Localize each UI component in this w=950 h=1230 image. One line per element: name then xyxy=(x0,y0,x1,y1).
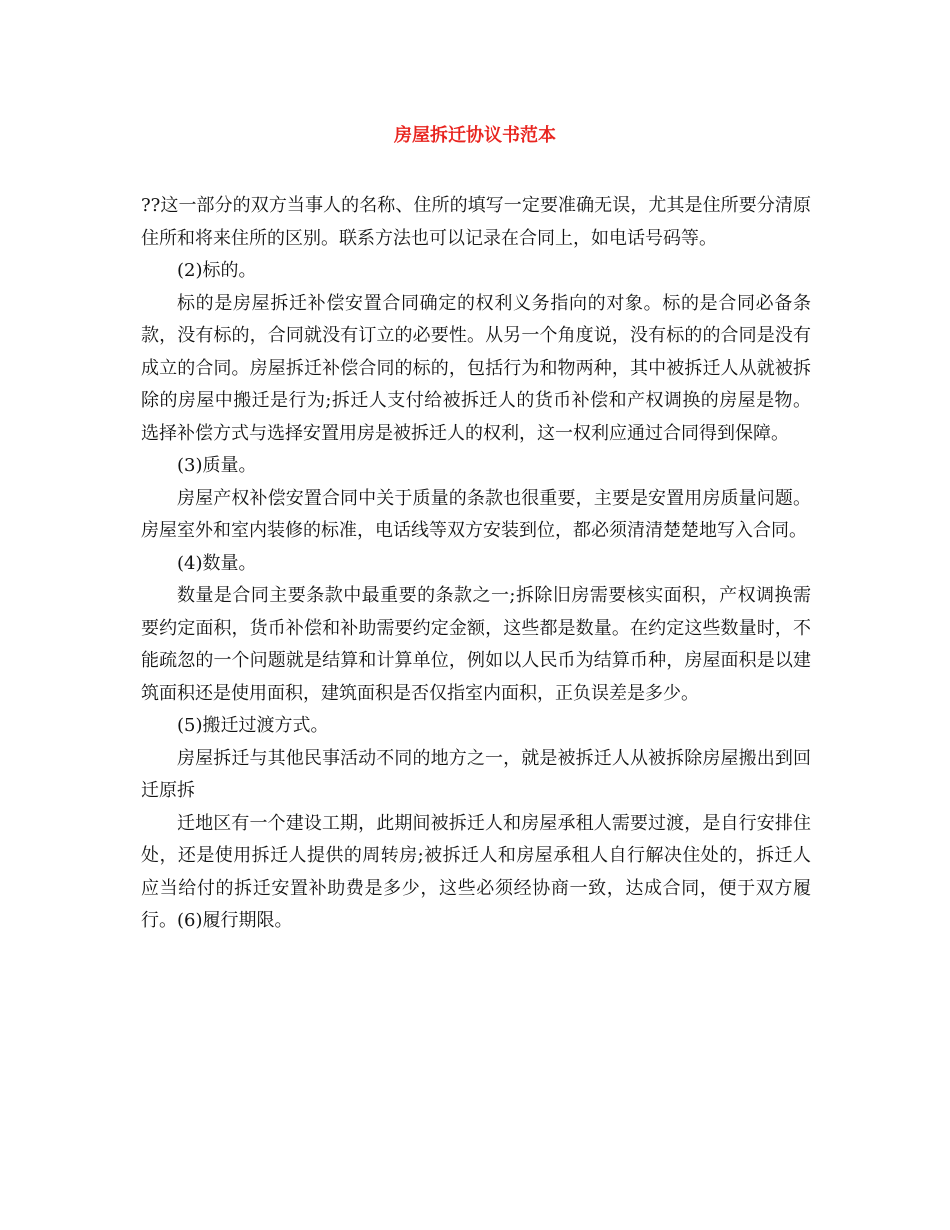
heading-subject-matter: (2)标的。 xyxy=(177,260,257,281)
paragraph-parties: ??这一部分的双方当事人的名称、住所的填写一定要准确无误，尤其是住所要分清原住所和将来住所的区别。联系方法也可以记录在合同上，如电话号码等。 xyxy=(141,195,811,249)
document-body xyxy=(141,190,811,938)
paragraph-relocation-transition-part2: 迁地区有一个建设工期，此期间被拆迁人和房屋承租人需要过渡，是自行安排住处，还是使用拆迁人提供的周转房;被拆迁人和房屋承租人自行解决住处的，拆迁人应当给付的拆迁安置补助费是多少，这些必须经协商一致，达成合同，便于双方履行。(6)履行期限。 xyxy=(141,812,811,931)
heading-quantity: (4)数量。 xyxy=(177,552,257,574)
paragraph-quality: 房屋产权补偿安置合同中关于质量的条款也很重要，主要是安置用房质量问题。房屋室外和室内装修的标准，电话线等双方安装到位，都必须清清楚楚地写入合同。 xyxy=(141,487,811,541)
heading-quality: (3)质量。 xyxy=(177,455,257,476)
document-title: 房屋拆迁协议书范本 xyxy=(394,125,556,146)
paragraph-subject-matter: 标的是房屋拆迁补偿安置合同确定的权利义务指向的对象。标的是合同必备条款，没有标的，合同就没有订立的必要性。从另一个角度说，没有标的的合同是没有成立的合同。房屋拆迁补偿合同的标的，包括行为和物两种，其中被拆迁人从就被拆除的房屋中搬迁是行为;拆迁人支付给被拆迁人的货币补偿和产权调换的房屋是物。选择补偿方式与选择安置用房是被拆迁人的权利，这一权利应通过合同得到保障。 xyxy=(141,292,811,444)
paragraph-relocation-transition-part1: 房屋拆迁与其他民事活动不同的地方之一，就是被拆迁人从被拆除房屋搬出到回迁原拆 xyxy=(141,747,811,801)
paragraph-quantity: 数量是合同主要条款中最重要的条款之一;拆除旧房需要核实面积，产权调换需要约定面积，货币补偿和补助需要约定金额，这些都是数量。在约定这些数量时，不能疏忽的一个问题就是结算和计算单位，例如以人民币为结算币种，房屋面积是以建筑面积还是使用面积，建筑面积是否仅指室内面积，正负误差是多少。 xyxy=(141,585,811,704)
heading-relocation-transition: (5)搬迁过渡方式。 xyxy=(177,715,329,736)
